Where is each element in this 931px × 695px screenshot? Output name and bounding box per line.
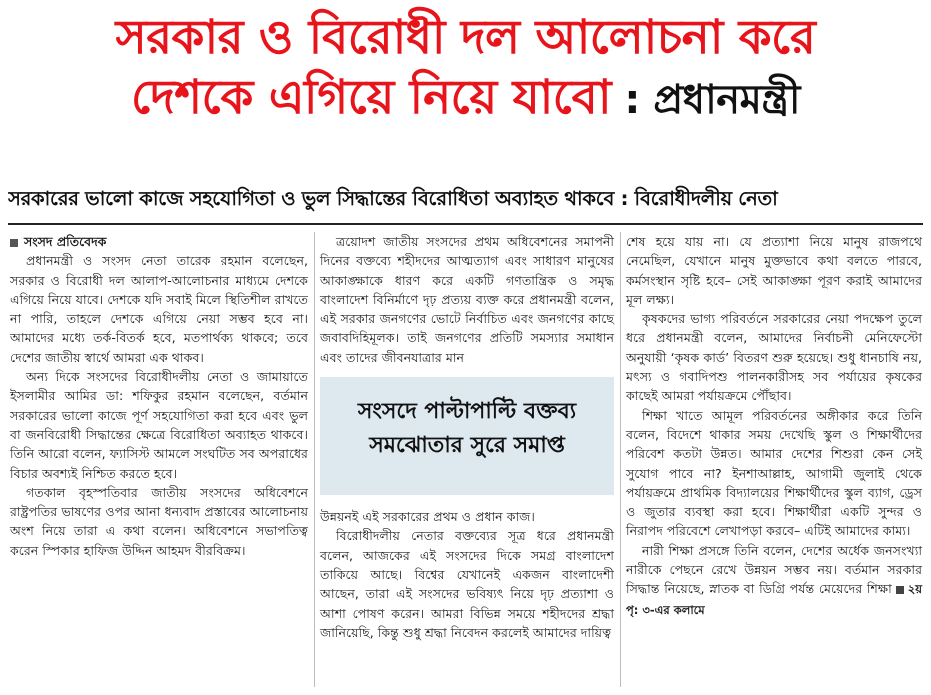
paragraph: গতকাল বৃহস্পতিবার জাতীয় সংসদের অধিবেশনে রাষ্ট্রপতির ভাষণের ওপর আনা ধন্যবাদ প্রস্তাবের আলোচনায় অংশ নিয়ে তারা এ কথা বলেন। অধিবেশনে সভাপতিত্ব করেন স্পিকার হাফিজ উদ্দিন আহমদ বীরবিক্রম। bbox=[10, 484, 308, 558]
byline: সংসদ প্রতিবেদক bbox=[24, 234, 107, 249]
subheadline: সরকারের ভালো কাজে সহযোগিতা ও ভুল সিদ্ধান্তের বিরোধিতা অব্যাহত থাকবে : বিরোধীদলীয় নেতা bbox=[8, 187, 778, 210]
column-divider bbox=[314, 232, 315, 687]
headline-line2-wrap bbox=[0, 68, 931, 130]
headline-separator: : bbox=[610, 77, 654, 123]
pullquote-line1: সংসদে পাল্টাপাল্টি বক্তব্য bbox=[357, 399, 577, 425]
divider-rule bbox=[8, 223, 923, 225]
headline-line1: সরকার ও বিরোধী দল আলোচনা করে bbox=[115, 10, 816, 65]
paragraph: শিক্ষা খাতে আমূল পরিবর্তনের অঙ্গীকার করে তিনি বলেন, বিদেশে থাকার সময় দেখেছি স্কুল ও শিক্ষার্থীদের পরিবেশ কতটা উন্নত। আমার দেশের শিশুরা কেন সেই সুযোগ পাবে না? ইনশাআল্লাহ, আগামী জুলাই থেকে পর্যায়ক্রমে প্রাথমিক বিদ্যালয়ের শিক্ষার্থীদের স্কুল ব্যাগ, ড্রেস ও জুতার ব্যবস্থা করা হবে। শিক্ষার্থীরা একটি সুন্দর ও নিরাপদ পরিবেশে লেখাপড়া করবে– এটিই আমাদের কাম্য। bbox=[626, 407, 922, 539]
bullet-square-icon bbox=[10, 239, 18, 247]
paragraph: অন্য দিকে সংসদের বিরোধীদলীয় নেতা ও জামায়াতে ইসলামীর আমির ডা: শফিকুর রহমান বলেছেন, বর্তমান সরকারের ভালো কাজে পূর্ণ সহযোগিতা করা হবে এবং ভুল বা জনবিরোধী সিদ্ধান্তের ক্ষেত্রে বিরোধিতা অব্যাহত থাকবে। তিনি আরো বলেন, ফ্যাসিস্ট আমলে সংঘটিত সব অপরাধের বিচার অবশ্যই নিশ্চিত করতে হবে। bbox=[10, 369, 308, 481]
headline-line2: দেশকে এগিয়ে নিয়ে যাবো bbox=[131, 70, 611, 125]
jump-link[interactable]: ২য় পৃ: ৩-এর কলামে bbox=[626, 582, 922, 617]
paragraph: বিরোধীদলীয় নেতার বক্তব্যের সূত্র ধরে প্রধানমন্ত্রী বলেন, আজকের এই সংসদের দিকে সমগ্র বাংলাদেশ তাকিয়ে আছে। বিশ্বের যেখানেই একজন বাংলাদেশী আছেন, তারা এই সংসদের ভবিষ্যৎ নিয়ে দৃঢ় প্রত্যাশা ও আশা পোষণ করেন। আমরা বিভিন্ন সময়ে শহীদদের শ্রদ্ধা জানিয়েছি, কিন্তু শুধু শ্রদ্ধা নিবেদন করলেই আমাদের দায়িত্ব bbox=[320, 528, 614, 640]
paragraph: কৃষকদের ভাগ্য পরিবর্তনে সরকারের নেয়া পদক্ষেপ তুলে ধরে প্রধানমন্ত্রী বলেন, আমাদের নির্বাচনী মেনিফেস্টো অনুযায়ী ‘কৃষক কার্ড’ বিতরণ শুরু হয়েছে। শুধু ধানচাষি নয়, মৎস্য ও গবাদিপশু পালনকারীসহ সব পর্যায়ের কৃষকের কাছেই আমরা পর্যায়ক্রমে পৌঁছাব। bbox=[626, 311, 922, 404]
paragraph: ত্রয়োদশ জাতীয় সংসদের প্রথম অধিবেশনের সমাপনী দিনের বক্তব্যে শহীদদের আত্মত্যাগ এবং সাধারণ মানুষের আকাঙ্ক্ষাকে ধারণ করে একটি গণতান্ত্রিক ও সমৃদ্ধ বাংলাদেশ বিনির্মাণে দৃঢ় প্রত্যয় ব্যক্ত করে প্রধানমন্ত্রী বলেন, এই সরকার জনগণের ভোটে নির্বাচিত এবং জনগণের কাছে জবাবদিহিমূলক। তাই জনগণের প্রতিটি সমস্যার সমাধান এবং তাদের জীবনযাত্রার মান bbox=[320, 234, 614, 365]
column-1 bbox=[10, 232, 308, 560]
column-3 bbox=[626, 232, 922, 620]
pullquote-box bbox=[320, 377, 614, 495]
headline bbox=[0, 8, 931, 130]
column-2 bbox=[320, 232, 614, 642]
pullquote-line2: সমঝোতার সুরে সমাপ্ত bbox=[369, 433, 565, 459]
headline-attribution: প্রধানমন্ত্রী bbox=[653, 77, 800, 123]
paragraph-last bbox=[626, 541, 922, 620]
paragraph: শেষ হয়ে যায় না। যে প্রত্যাশা নিয়ে মানুষ রাজপথে নেমেছিল, যেখানে মানুষ মুক্তভাবে কথা বলতে পারবে, কর্মসংস্থান সৃষ্টি হবে– সেই আকাঙ্ক্ষা পূরণ করাই আমাদের মূল লক্ষ্য। bbox=[626, 234, 922, 307]
byline-wrap bbox=[10, 232, 308, 251]
paragraph: প্রধানমন্ত্রী ও সংসদ নেতা তারেক রহমান বলেছেন, সরকার ও বিরোধী দল আলাপ-আলোচনার মাধ্যমে দেশকে এগিয়ে নিয়ে যাবে। দেশকে যদি সবাই মিলে স্থিতিশীল রাখতে না পারি, তাহলে দেশকে এগিয়ে নেয়া সম্ভব হবে না। আমাদের মধ্যে তর্ক-বিতর্ক হবে, মতপার্থক্য থাকবে; তবে দেশের জাতীয় স্বার্থে আমরা এক থাকব। bbox=[10, 253, 308, 365]
paragraph: উন্নয়নই এই সরকারের প্রথম ও প্রধান কাজ। bbox=[320, 509, 535, 525]
jump-square-icon bbox=[896, 586, 904, 594]
column-divider bbox=[620, 232, 621, 687]
paragraph-text: নারী শিক্ষা প্রসঙ্গে তিনি বলেন, দেশের অর্ধেক জনসংখ্যা নারীকে পেছনে রেখে উন্নয়ন সম্ভব নয়। বর্তমান সরকার সিদ্ধান্ত নিয়েছে, স্নাতক বা ডিগ্রি পর্যন্ত মেয়েদের শিক্ষা bbox=[626, 542, 922, 597]
